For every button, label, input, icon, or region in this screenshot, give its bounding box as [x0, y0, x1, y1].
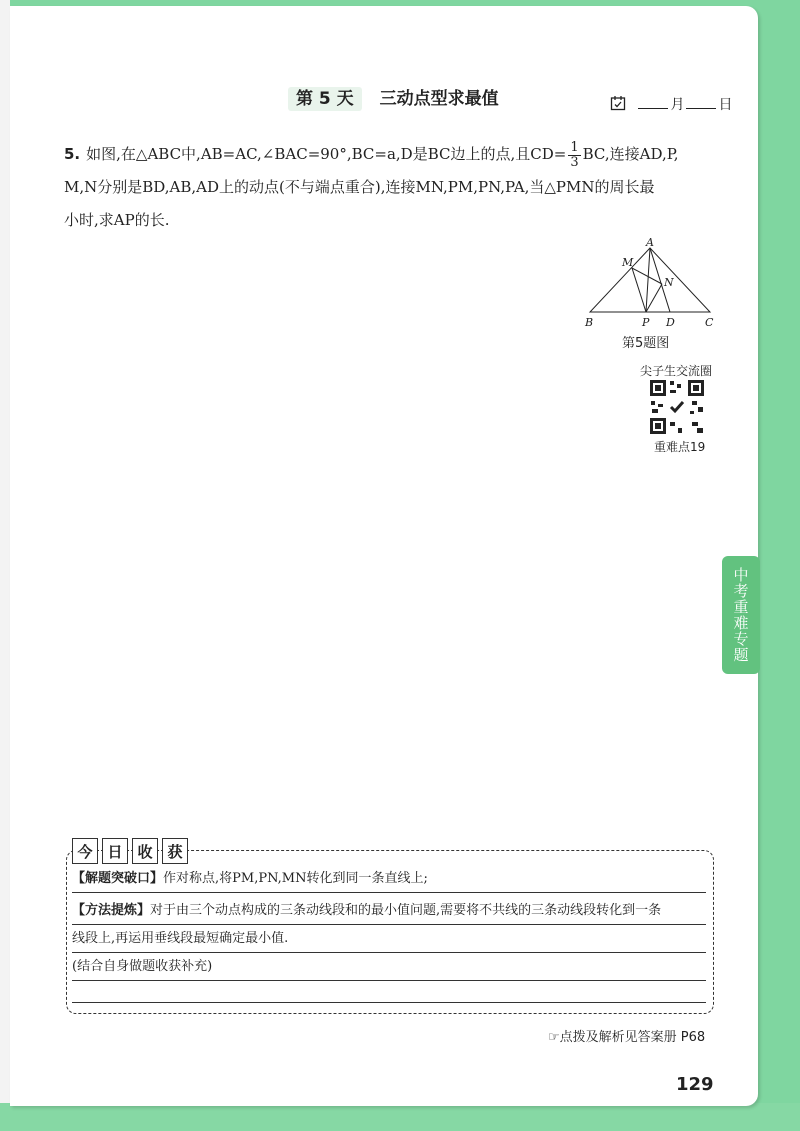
triangle-figure	[584, 236, 724, 336]
label-b: B	[585, 316, 594, 329]
method-line-2: 线段上,再运用垂线段最短确定最小值.	[72, 928, 706, 953]
qr-code-icon[interactable]	[648, 378, 706, 436]
method-label: 【方法提炼】	[72, 903, 151, 918]
problem-line-1: 如图,在△ABC中,AB=AC,∠BAC=90°,BC=a,D是BC边上的点,且CD=	[86, 145, 567, 163]
summary-char: 获	[162, 838, 188, 864]
problem-line-3: 小时,求AP的长.	[64, 211, 170, 229]
date-field	[610, 94, 732, 115]
summary-char: 今	[72, 838, 98, 864]
page-title	[288, 84, 499, 109]
qr-label: 重难点19	[654, 440, 706, 454]
method-line-1	[72, 900, 706, 925]
problem-number: 5.	[64, 145, 81, 163]
summary-title	[72, 838, 188, 864]
label-p: P	[642, 316, 650, 329]
breakthrough-label: 【解题突破口】	[72, 871, 164, 886]
supplement-line[interactable]: (结合自身做题收获补充)	[72, 956, 706, 981]
summary-char: 日	[102, 838, 128, 864]
section-tab[interactable]: 中考重难专题	[722, 556, 760, 674]
problem-line-1-end: BC,连接AD,P,	[582, 145, 679, 163]
breakthrough-text: 作对称点,将PM,PN,MN转化到同一条直线上;	[163, 871, 428, 886]
figure-caption: 第5题图	[622, 336, 670, 351]
month-label: 月	[670, 97, 685, 113]
fraction: $\frac{1}{3}$	[570, 139, 579, 170]
breakthrough-line	[72, 868, 706, 893]
day-label-suffix: 日	[718, 97, 733, 113]
label-d: D	[666, 316, 675, 329]
page-edge	[0, 1103, 800, 1131]
day-label: 第 5 天	[288, 87, 362, 111]
label-a: A	[646, 236, 654, 249]
label-n: N	[664, 276, 674, 289]
answer-reference: ☞点拨及解析见答案册 P68	[548, 1030, 706, 1045]
qr-title: 尖子生交流圈	[640, 364, 713, 378]
topic-title: 三动点型求最值	[379, 89, 499, 109]
page-number: 129	[676, 1074, 714, 1095]
problem-line-2: M,N分别是BD,AB,AD上的动点(不与端点重合),连接MN,PM,PN,PA,当△PMN的周长最	[64, 178, 655, 196]
page-spine	[0, 0, 10, 1131]
label-c: C	[705, 316, 714, 329]
month-blank[interactable]	[638, 108, 668, 109]
summary-char: 收	[132, 838, 158, 864]
day-blank[interactable]	[686, 108, 716, 109]
method-text-1: 对于由三个动点构成的三条动线段和的最小值问题,需要将不共线的三条动线段转化到一条	[150, 903, 662, 918]
calendar-icon	[610, 95, 626, 115]
blank-answer-line[interactable]	[72, 1002, 706, 1003]
label-m: M	[622, 256, 634, 269]
problem-text	[64, 138, 724, 237]
